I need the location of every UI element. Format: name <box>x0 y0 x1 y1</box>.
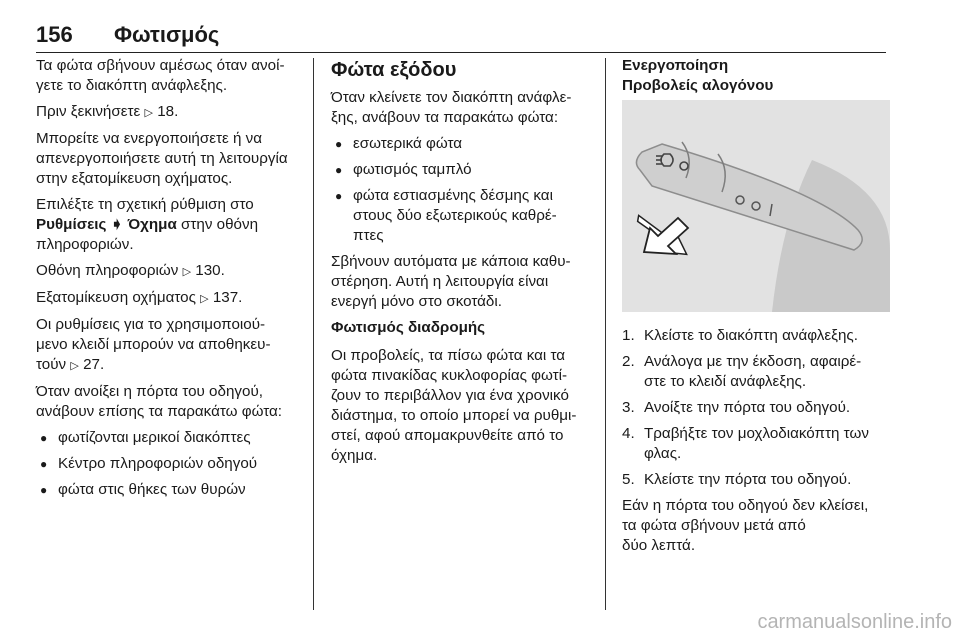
heading-halogen-headlights: Προβολείς αλογόνου <box>622 77 774 94</box>
list-item: 1. Κλείστε το διακόπτη ανάφλεξης. <box>622 327 858 344</box>
list-item: ● φώτα εστιασμένης δέσμης και στους δύο εξωτερικούς καθρέ- πτες <box>331 186 597 246</box>
list-item: 3. Ανοίξτε την πόρτα του οδηγού. <box>622 399 851 416</box>
page-reference[interactable]: Πριν ξεκινήσετε ▷ 18. <box>36 103 179 120</box>
paragraph: Εάν η πόρτα του οδηγού δεν κλείσει, τα φώτα σβήνουν μετά από δύο λεπτά. <box>622 497 869 554</box>
menu-path-settings: Ρυθμίσεις <box>36 216 107 233</box>
column-left <box>36 56 304 506</box>
column-divider <box>313 58 314 610</box>
steps-list <box>622 326 890 490</box>
page-header <box>36 22 886 53</box>
page-number: 156 <box>36 22 73 47</box>
list-item: 4. Τραβήξτε τον μοχλοδιακόπτη των φλας. <box>622 425 869 462</box>
page-ref-icon: ▷ <box>70 360 79 372</box>
paragraph: Οι προβολείς, τα πίσω φώτα και τα φώτα πινακίδας κυκλοφορίας φωτί- ζουν το περιβάλλον για ένα χρονικό διάστημα, το οποίο μπορεί να ρυθμι- στεί, αφού απομακρυνθείτε από το όχημα. <box>331 347 577 464</box>
paragraph: Τα φώτα σβήνουν αμέσως όταν ανοί- γετε το διακόπτη ανάφλεξης. <box>36 57 285 94</box>
list-item: ● φώτα στις θήκες των θυρών <box>36 480 304 500</box>
column-divider <box>605 58 606 610</box>
page-title: Φωτισμός <box>114 22 220 47</box>
paragraph: Επιλέξτε τη σχετική ρύθμιση στο Ρυθμίσεις ➧ Όχημα στην οθόνη πληροφοριών. <box>36 196 259 253</box>
list-item: ● εσωτερικά φώτα <box>331 134 597 154</box>
subsection-title: Φωτισμός διαδρομής <box>331 319 486 336</box>
paragraph: Όταν ανοίξει η πόρτα του οδηγού, ανάβουν επίσης τα παρακάτω φώτα: <box>36 383 283 420</box>
paragraph: Όταν κλείνετε τον διακόπτη ανάφλε- ξης, ανάβουν τα παρακάτω φώτα: <box>331 89 572 126</box>
column-right <box>622 56 890 562</box>
menu-arrow-icon: ➧ <box>110 216 124 233</box>
page-ref-icon: ▷ <box>144 107 153 119</box>
page-reference[interactable]: Οθόνη πληροφοριών ▷ 130. <box>36 262 225 279</box>
section-title: Φώτα εξόδου <box>331 59 457 81</box>
bullet-list <box>331 134 597 246</box>
list-item: 2. Ανάλογα με την έκδοση, αφαιρέ- στε το κλειδί ανάφλεξης. <box>622 353 862 390</box>
column-middle <box>331 56 597 472</box>
turn-signal-stalk-icon <box>622 100 890 312</box>
list-item: ● φωτισμός ταμπλό <box>331 160 597 180</box>
paragraph: Οι ρυθμίσεις για το χρησιμοποιού- μενο κλειδί μπορούν να αποθηκευ- τούν ▷ 27. <box>36 316 271 373</box>
paragraph: Μπορείτε να ενεργοποιήσετε ή να απενεργοποιήσετε αυτή τη λειτουργία στην εξατομίκευση οχήματος. <box>36 130 288 187</box>
page-ref-icon: ▷ <box>182 266 192 278</box>
list-item: ● φωτίζονται μερικοί διακόπτες <box>36 428 304 448</box>
watermark: carmanualsonline.info <box>757 611 952 633</box>
stalk-illustration <box>622 100 890 312</box>
paragraph: Σβήνουν αυτόματα με κάποια καθυ- στέρηση. Αυτή η λειτουργία είναι ενεργή μόνο στο σκοτάδι. <box>331 253 571 310</box>
list-item: 5. Κλείστε την πόρτα του οδηγού. <box>622 471 852 488</box>
menu-path-vehicle: Όχημα <box>127 216 177 233</box>
page-ref-icon: ▷ <box>200 293 209 305</box>
heading-activation: Ενεργοποίηση <box>622 57 729 74</box>
bullet-list <box>36 428 304 500</box>
page-reference[interactable]: Εξατομίκευση οχήματος ▷ 137. <box>36 289 243 306</box>
list-item: ● Κέντρο πληροφοριών οδηγού <box>36 454 304 474</box>
